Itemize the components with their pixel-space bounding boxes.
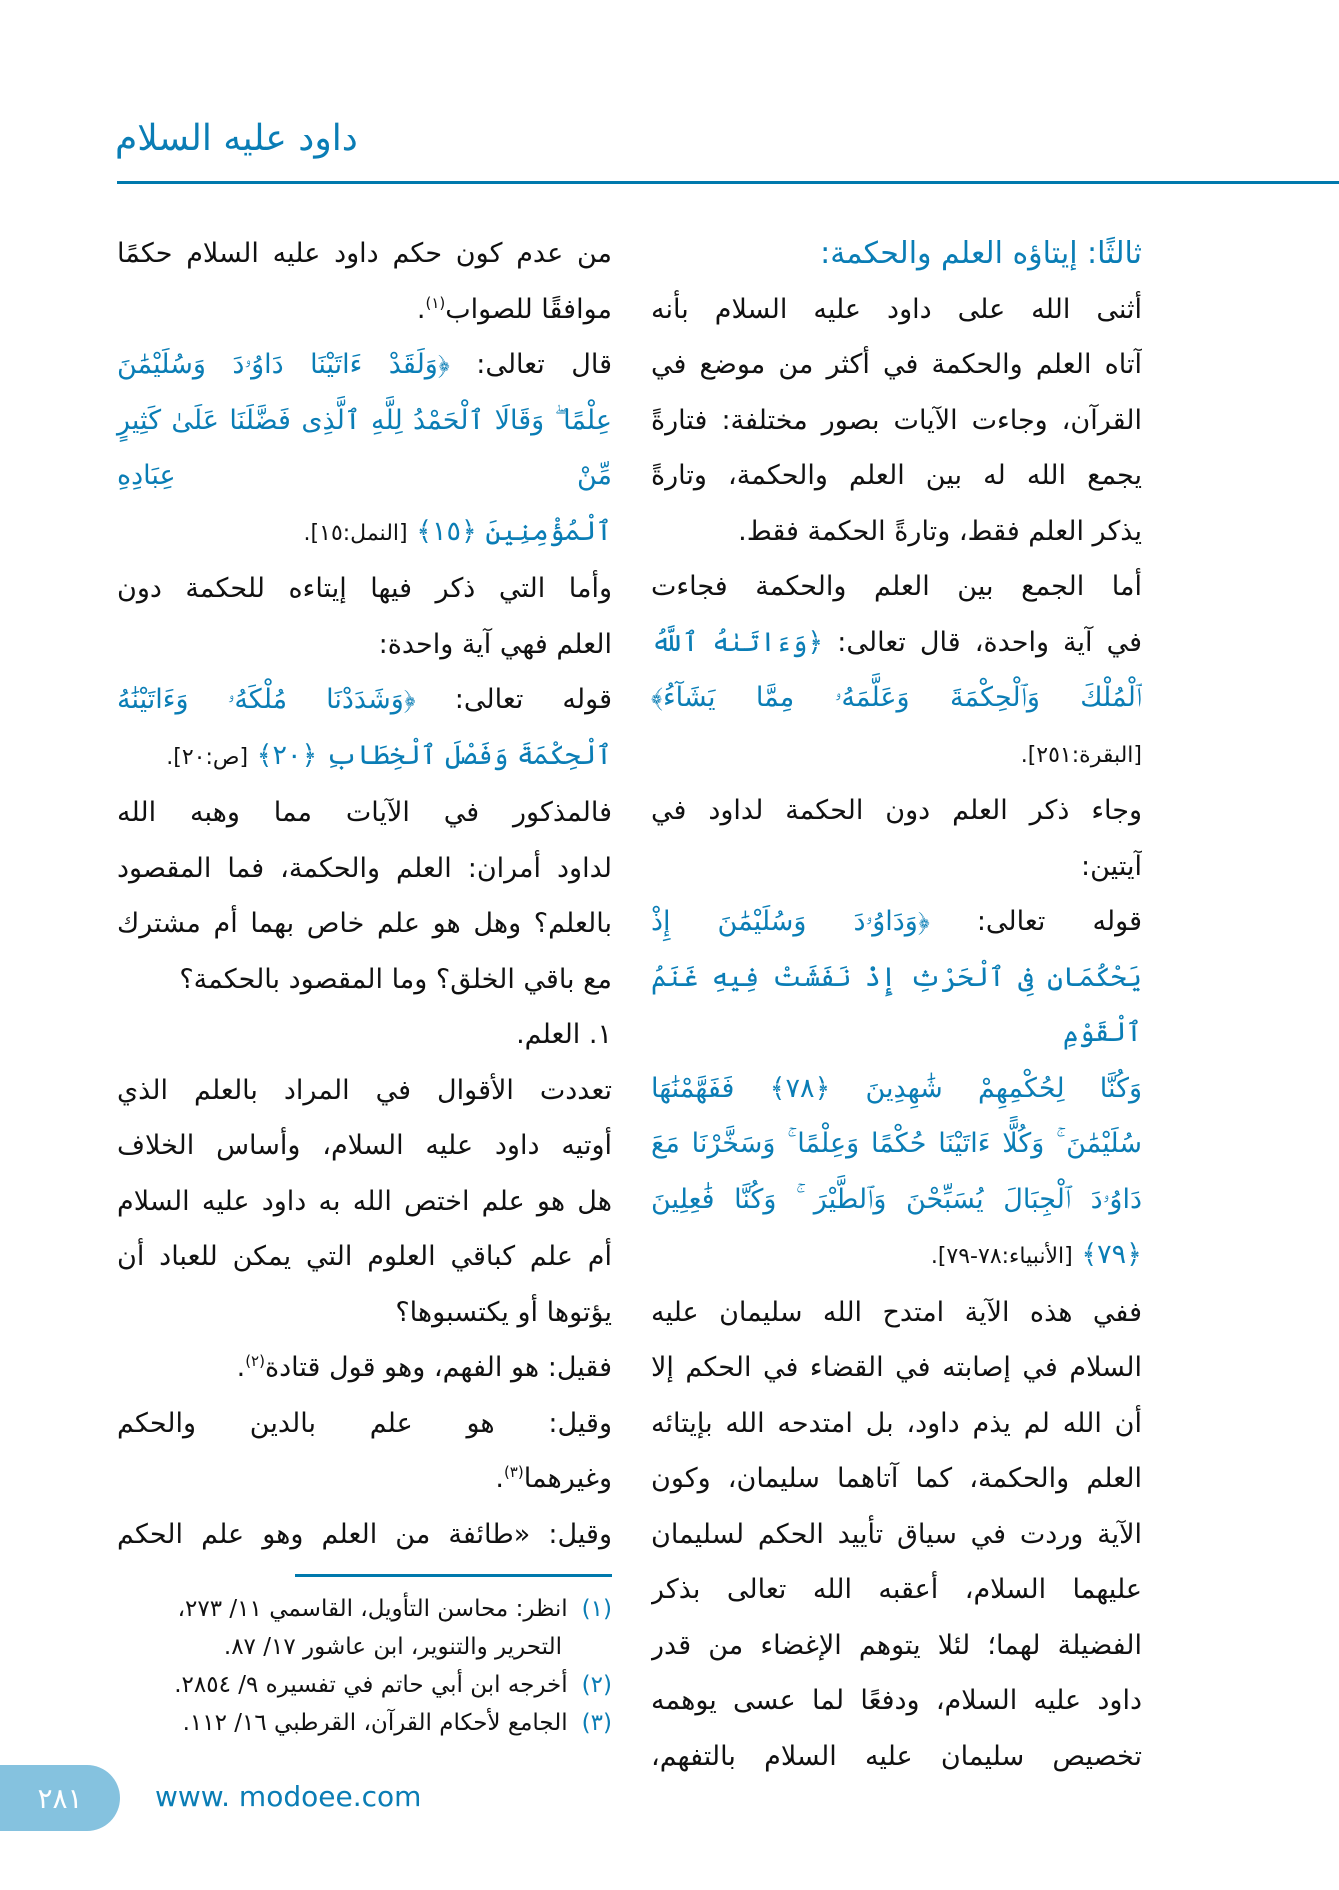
text-span: وقيل: «طائفة من العلم وهو علم الحكم <box>117 1518 612 1550</box>
text-line <box>117 337 612 393</box>
footnote <box>117 1628 612 1666</box>
text-line <box>117 1229 612 1285</box>
text-line <box>117 1285 612 1341</box>
section-heading <box>651 226 1142 282</box>
text-span: أم علم كباقي العلوم التي يمكن للعباد أن <box>117 1241 612 1272</box>
text-line <box>651 337 1142 393</box>
quran-verse: ﴿٧٩﴾ <box>1072 1239 1142 1270</box>
text-line <box>651 1340 1142 1396</box>
right-text-column <box>651 226 1142 1784</box>
footnote-marker: (١) <box>425 293 446 312</box>
footnote-text: انظر: محاسن التأويل، القاسمي ١١/ ٢٧٣، <box>177 1596 568 1622</box>
text-span: السلام في إصابته في القضاء في الحكم إلا <box>651 1352 1142 1383</box>
verse-reference: [النمل:١٥]. <box>303 520 408 546</box>
quran-verse: وَكُنَّا لِحُكْمِهِمْ شَٰهِدِينَ ﴿٧٨﴾ فَفَهَّمْنَٰهَا <box>651 1072 1142 1104</box>
text-line <box>651 1673 1142 1729</box>
text-span: أثنى الله على داود عليه السلام بأنه <box>651 293 1142 325</box>
text-line <box>651 1285 1142 1341</box>
footnote-separator <box>295 1574 612 1577</box>
text-span: من عدم كون حكم داود عليه السلام حكمًا <box>117 238 612 269</box>
text-span: عليهما السلام، أعقبه الله تعالى بذكر <box>651 1574 1142 1605</box>
footnote-number: (١) <box>581 1596 612 1622</box>
footnote <box>117 1590 612 1628</box>
text-line <box>117 393 612 504</box>
quran-verse: دَاوُۥدَ ٱلْجِبَالَ يُسَبِّحْنَ وَٱلطَّيْرَ ۚ وَكُنَّا فَٰعِلِينَ <box>651 1183 1142 1215</box>
footnote <box>117 1666 612 1704</box>
text-span: ففي هذه الآية امتدح الله سليمان عليه <box>651 1296 1142 1328</box>
text-line <box>117 282 612 338</box>
text-line <box>117 672 612 728</box>
text-span: يجمع الله له بين العلم والحكمة، وتارةً <box>651 460 1142 491</box>
text-line <box>651 1396 1142 1452</box>
text-span: العلم والحكمة، كما آتاهما سليمان، وكون <box>651 1463 1142 1494</box>
quran-verse: يَحْكُمَانِ فِى ٱلْحَرْثِ إِذْ نَفَشَتْ فِيهِ غَنَمُ ٱلْقَوْمِ <box>651 961 1142 1048</box>
footnote-number: (٢) <box>581 1672 612 1698</box>
text-line <box>651 615 1142 671</box>
text-line <box>651 1227 1142 1285</box>
text-line <box>651 1116 1142 1172</box>
text-span: هل هو علم اختص الله به داود عليه السلام <box>117 1185 612 1217</box>
text-line <box>651 282 1142 338</box>
text-span: فالمذكور في الآيات مما وهبه الله <box>117 797 612 828</box>
text-span: وأما التي ذكر فيها إيتاءه للحكمة دون <box>117 573 612 604</box>
running-header-title: داود عليه السلام <box>115 118 358 159</box>
footnote-text: التحرير والتنوير، ابن عاشور ١٧/ ٨٧. <box>223 1634 562 1660</box>
text-span: آتاه العلم والحكمة في أكثر من موضع في <box>651 349 1142 380</box>
text-line <box>117 1063 612 1119</box>
footnote-marker: (٣) <box>503 1463 524 1481</box>
text-line <box>651 1562 1142 1618</box>
quran-verse: ٱلْحِكْمَةَ وَفَصْلَ ٱلْخِطَابِ ﴿٢٠﴾ <box>248 739 612 771</box>
text-span: قال تعالى: <box>449 349 612 380</box>
quran-verse: سُلَيْمَٰنَ ۚ وَكُلًّا ءَاتَيْنَا حُكْمًا وَعِلْمًا ۚ وَسَخَّرْنَا مَعَ <box>651 1128 1142 1159</box>
verse-reference: [ص:٢٠]. <box>166 744 249 770</box>
text-line <box>651 1451 1142 1507</box>
text-span: داود عليه السلام، ودفعًا لما عسى يوهمه <box>651 1685 1142 1716</box>
text-span: لداود أمران: العلم والحكمة، فما المقصود <box>117 852 612 884</box>
text-line <box>117 1118 612 1174</box>
text-span: قوله تعالى: <box>929 906 1142 937</box>
text-span: . <box>495 1463 504 1494</box>
text-line <box>651 726 1142 784</box>
text-span: تخصيص سليمان عليه السلام بالتفهم، <box>651 1740 1142 1772</box>
text-line <box>651 1172 1142 1228</box>
text-line <box>651 1618 1142 1674</box>
text-line <box>651 504 1142 560</box>
text-span: . <box>416 293 426 325</box>
text-line <box>651 393 1142 449</box>
quran-verse: عِلْمًا ۖ وَقَالَا ٱلْحَمْدُ لِلَّهِ ٱلَّذِى فَضَّلَنَا عَلَىٰ كَثِيرٍ مِّنْ عِبَادِهِ <box>117 404 612 491</box>
footnote-number: (٣) <box>581 1710 612 1736</box>
text-span: قوله تعالى: <box>415 684 612 715</box>
text-line <box>651 839 1142 895</box>
quran-verse: ﴿وَشَدَدْنَا مُلْكَهُۥ وَءَاتَيْنَٰهُ <box>117 684 416 715</box>
text-line <box>651 783 1142 839</box>
text-span: موافقًا للصواب <box>445 293 612 325</box>
text-line <box>651 950 1142 1061</box>
text-line <box>117 504 612 562</box>
text-line <box>117 226 612 282</box>
text-line <box>651 448 1142 504</box>
text-span: وغيرهما <box>523 1463 612 1494</box>
website-link[interactable]: www. modoee.com <box>155 1780 422 1813</box>
verse-reference: [الأنبياء:٧٨-٧٩]. <box>930 1244 1073 1269</box>
text-line <box>117 785 612 841</box>
text-span: فقيل: هو الفهم، وهو قول قتادة <box>264 1352 612 1383</box>
text-span: يؤتوها أو يكتسبوها؟ <box>395 1296 612 1328</box>
text-span: الفضيلة لهما؛ لئلا يتوهم الإغضاء من قدر <box>651 1629 1142 1661</box>
text-span: العلم فهي آية واحدة: <box>378 628 612 660</box>
quran-verse: ﴿وَدَاوُۥدَ وَسُلَيْمَٰنَ إِذْ <box>651 906 930 937</box>
quran-verse: ٱلْمُلْكَ وَٱلْحِكْمَةَ وَعَلَّمَهُۥ مِمَّا يَشَآءُ﴾ <box>651 682 1142 713</box>
text-span: ثالثًا: إيتاؤه العلم والحكمة: <box>820 236 1142 271</box>
text-line <box>651 1507 1142 1563</box>
text-span: مع باقي الخلق؟ وما المقصود بالحكمة؟ <box>179 963 612 995</box>
text-span: وجاء ذكر العلم دون الحكمة لداود في <box>651 795 1142 826</box>
footnote-marker: (٢) <box>245 1352 265 1370</box>
quran-verse: ﴿وَلَقَدْ ءَاتَيْنَا دَاوُۥدَ وَسُلَيْمَٰنَ <box>117 349 450 380</box>
text-span: بالعلم؟ وهل هو علم خاص بهما أم مشترك <box>117 908 612 939</box>
text-line <box>651 1729 1142 1785</box>
header-rule <box>117 181 1339 184</box>
text-line <box>117 1451 612 1507</box>
text-span: أن الله لم يذم داود، بل امتدحه الله بإيتائه <box>651 1407 1142 1439</box>
text-span: أما الجمع بين العلم والحكمة فجاءت <box>651 571 1142 602</box>
footnote <box>117 1704 612 1742</box>
footnotes <box>117 1590 612 1742</box>
text-line <box>117 1340 612 1396</box>
text-line <box>651 559 1142 615</box>
text-span: وقيل: هو علم بالدين والحكم <box>117 1407 612 1439</box>
text-line <box>117 1396 612 1452</box>
text-span: يذكر العلم فقط، وتارةً الحكمة فقط. <box>738 515 1142 547</box>
text-span: القرآن، وجاءت الآيات بصور مختلفة: فتارةً <box>651 404 1142 436</box>
footnote-text: الجامع لأحكام القرآن، القرطبي ١٦/ ١١٢. <box>182 1710 568 1736</box>
text-span: في آية واحدة، قال تعالى: <box>823 626 1142 658</box>
text-span: . <box>236 1352 246 1383</box>
text-line <box>117 896 612 952</box>
text-line <box>651 670 1142 726</box>
text-line <box>117 1507 612 1563</box>
text-span: آيتين: <box>1081 850 1142 882</box>
page-number-badge: ٢٨١ <box>0 1765 120 1831</box>
quran-verse: ٱلْمُؤْمِنِينَ ﴿١٥﴾ <box>407 515 612 547</box>
text-line <box>117 617 612 673</box>
verse-reference: [البقرة:٢٥١]. <box>1020 742 1142 768</box>
footnote-text: أخرجه ابن أبي حاتم في تفسيره ٩/ ٢٨٥٤. <box>174 1672 568 1698</box>
left-text-column <box>117 226 612 1562</box>
text-line <box>117 952 612 1008</box>
text-span: ١. العلم. <box>516 1019 612 1050</box>
text-span: الآية وردت في سياق تأييد الحكم لسليمان <box>651 1518 1142 1550</box>
text-line <box>117 728 612 786</box>
text-line <box>117 561 612 617</box>
text-line <box>651 1061 1142 1117</box>
text-line <box>117 1174 612 1230</box>
text-line <box>117 841 612 897</box>
quran-verse: ﴿وَءَاتَىٰهُ ٱللَّهُ <box>651 626 824 658</box>
text-span: أوتيه داود عليه السلام، وأساس الخلاف <box>117 1130 612 1161</box>
text-line <box>651 894 1142 950</box>
text-span: تعددت الأقوال في المراد بالعلم الذي <box>117 1074 612 1106</box>
text-line <box>117 1007 612 1063</box>
